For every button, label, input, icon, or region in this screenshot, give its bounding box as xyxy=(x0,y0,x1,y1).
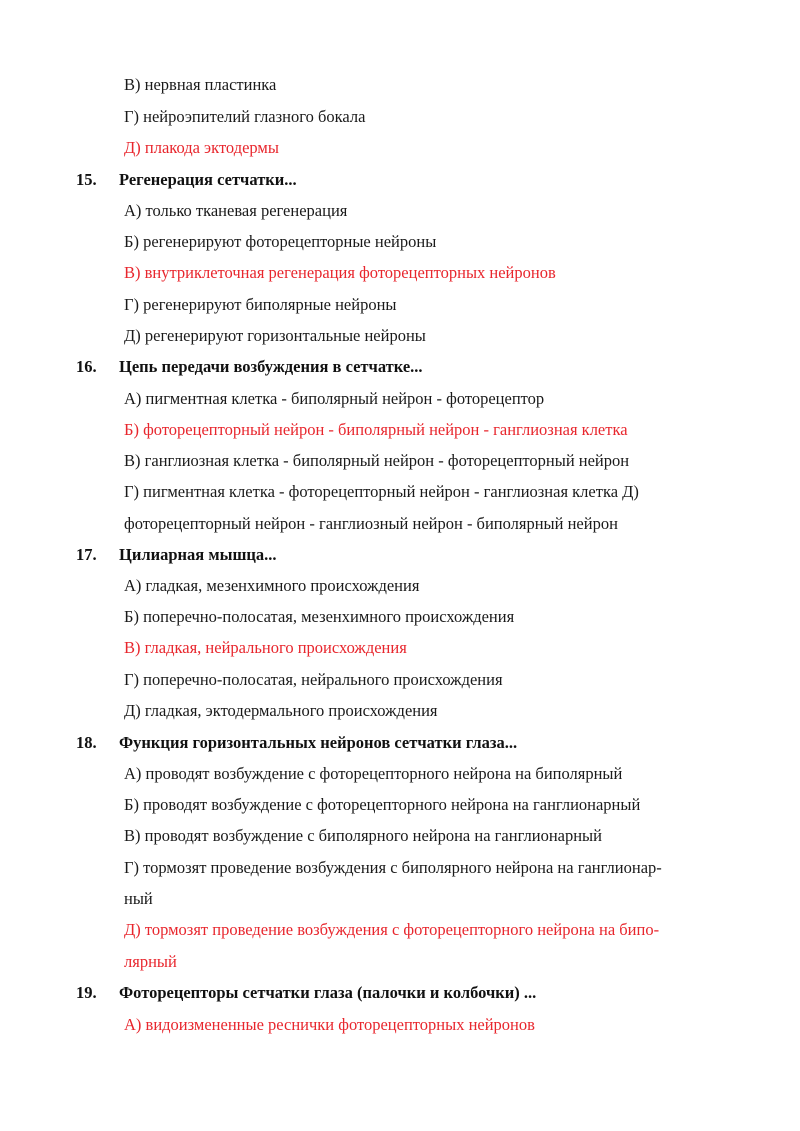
answer-option: В) ганглиозная клетка - биполярный нейрон - фоторецепторный нейрон xyxy=(124,451,630,470)
answer-option: Г) нейроэпителий глазного бокала xyxy=(124,107,366,126)
answer-option: Г) тормозят проведение возбуждения с биполярного нейрона на ганглионар- xyxy=(124,858,662,877)
answer-option: ный xyxy=(124,889,153,908)
question-text: Регенерация сетчатки... xyxy=(119,170,297,189)
answer-option: Г) поперечно-полосатая, нейрального происхождения xyxy=(124,670,503,689)
answer-option: В) проводят возбуждение с биполярного нейрона на ганглионарный xyxy=(124,826,602,845)
answer-option: лярный xyxy=(124,952,177,971)
answer-option: А) видоизмененные реснички фоторецепторных нейронов xyxy=(124,1015,535,1034)
answer-option: Б) проводят возбуждение с фоторецепторного нейрона на ганглионарный xyxy=(124,795,641,814)
question-text: Цилиарная мышца... xyxy=(119,545,277,564)
question-number: 16. xyxy=(76,357,97,376)
question-number: 15. xyxy=(76,170,97,189)
answer-option: А) гладкая, мезенхимного происхождения xyxy=(124,576,420,595)
answer-option: В) гладкая, нейрального происхождения xyxy=(124,638,407,657)
question-number: 19. xyxy=(76,983,97,1002)
question-number: 17. xyxy=(76,545,97,564)
answer-option: фоторецепторный нейрон - ганглиозный нейрон - биполярный нейрон xyxy=(124,514,618,533)
answer-option: Г) регенерируют биполярные нейроны xyxy=(124,295,397,314)
answer-option: А) только тканевая регенерация xyxy=(124,201,348,220)
question-text: Цепь передачи возбуждения в сетчатке... xyxy=(119,357,423,376)
answer-option: Б) регенерируют фоторецепторные нейроны xyxy=(124,232,437,251)
answer-option: А) пигментная клетка - биполярный нейрон - фоторецептор xyxy=(124,389,545,408)
question-text: Функция горизонтальных нейронов сетчатки глаза... xyxy=(119,733,518,752)
answer-option: Г) пигментная клетка - фоторецепторный нейрон - ганглиозная клетка Д) xyxy=(124,482,639,501)
answer-option: Д) регенерируют горизонтальные нейроны xyxy=(124,326,426,345)
answer-option: Д) гладкая, эктодермального происхождения xyxy=(124,701,438,720)
answer-option: Б) фоторецепторный нейрон - биполярный нейрон - ганглиозная клетка xyxy=(124,420,628,439)
answer-option: Д) плакода эктодермы xyxy=(124,138,279,157)
answer-option: Б) поперечно-полосатая, мезенхимного происхождения xyxy=(124,607,515,626)
answer-option: В) нервная пластинка xyxy=(124,75,277,94)
answer-option: А) проводят возбуждение с фоторецепторного нейрона на биполярный xyxy=(124,764,623,783)
answer-option: Д) тормозят проведение возбуждения с фоторецепторного нейрона на бипо- xyxy=(124,920,660,939)
answer-option: В) внутриклеточная регенерация фоторецепторных нейронов xyxy=(124,263,556,282)
question-text: Фоторецепторы сетчатки глаза (палочки и колбочки) ... xyxy=(119,983,537,1002)
question-number: 18. xyxy=(76,733,97,752)
